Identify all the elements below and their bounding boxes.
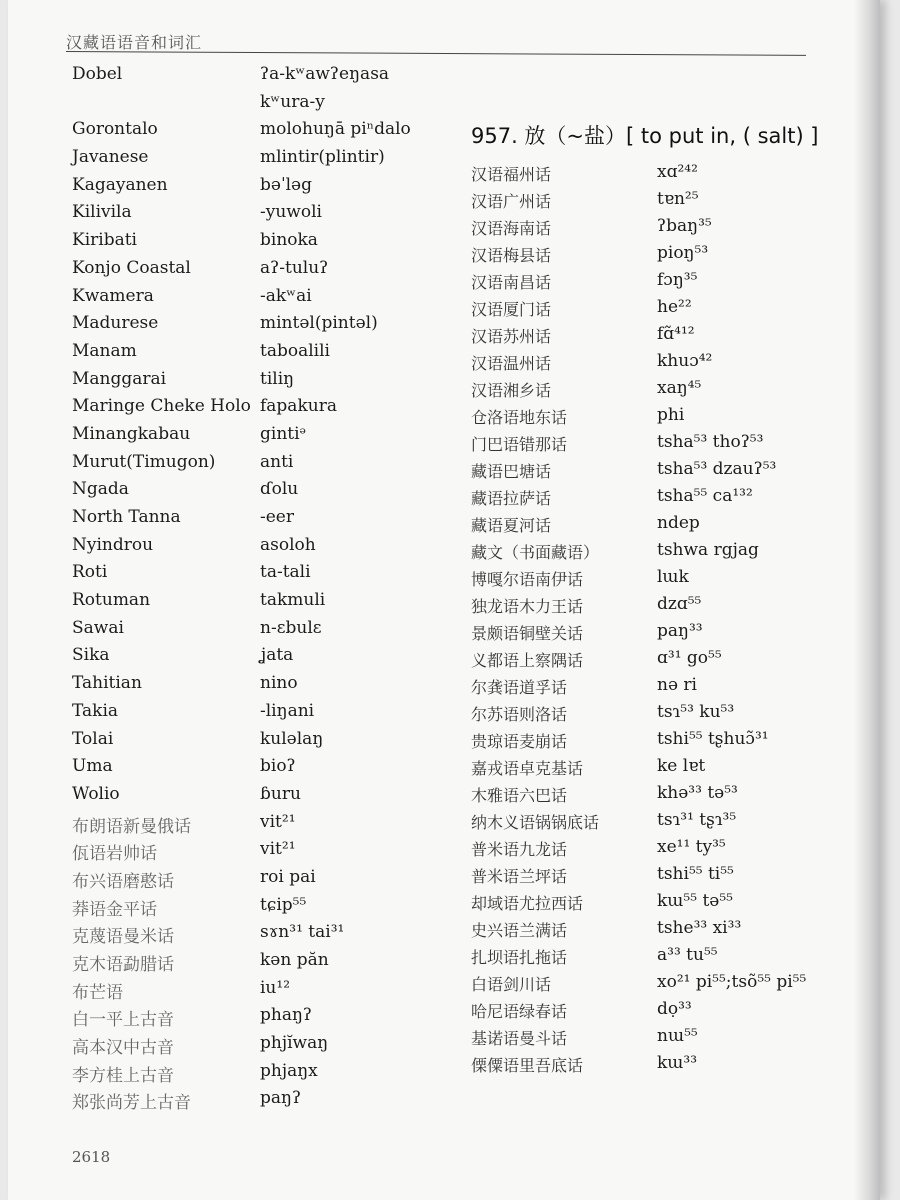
language-name: 藏语拉萨话 <box>471 489 552 508</box>
entry-row <box>72 313 432 341</box>
language-name: Takia <box>72 700 119 721</box>
entry-row <box>72 341 432 369</box>
language-name: Gorontalo <box>72 119 158 140</box>
entry-row <box>471 837 851 864</box>
language-name: Tahitian <box>72 673 142 694</box>
entry-row <box>471 297 851 324</box>
entry-row <box>471 459 851 486</box>
entry-row <box>471 972 851 999</box>
language-name: Dobel <box>72 64 123 84</box>
entry-row <box>471 378 851 405</box>
language-name: Kagayanen <box>72 174 168 195</box>
word-form: kɯ³³ <box>657 1053 698 1073</box>
language-name: Minangkabau <box>72 423 191 444</box>
entry-row <box>471 189 851 216</box>
word-form: ʝata <box>260 645 294 666</box>
language-name: 李方桂上古音 <box>72 1065 174 1086</box>
entry-row <box>471 702 851 729</box>
entry-row <box>72 562 432 590</box>
word-form: xe¹¹ ty³⁵ <box>657 837 726 857</box>
language-name: Manam <box>72 340 137 361</box>
word-form: iu¹² <box>260 977 291 998</box>
word-form: he²² <box>657 297 692 317</box>
language-name: 克蔑语曼米话 <box>72 927 174 948</box>
language-name: 汉语福州话 <box>471 165 552 184</box>
language-name: 郑张尚芳上古音 <box>72 1093 191 1114</box>
language-name: 汉语温州话 <box>471 354 552 373</box>
entry-row <box>72 645 432 673</box>
entry-row <box>471 783 851 810</box>
entry-row <box>72 230 432 258</box>
language-name: 尔苏语则洛话 <box>471 705 568 724</box>
entry-row <box>471 675 851 702</box>
entry-row <box>72 1088 432 1116</box>
language-name: 藏语巴塘话 <box>471 462 552 481</box>
word-form: a³³ tu⁵⁵ <box>657 945 718 965</box>
word-form: ke lɐt <box>657 756 706 776</box>
language-name: Nyindrou <box>72 534 154 555</box>
entry-row <box>72 756 432 784</box>
entry-row <box>471 513 851 540</box>
word-form: tsha⁵³ thoʔ⁵³ <box>657 432 764 452</box>
entry-row <box>72 867 432 895</box>
entry-row <box>471 540 851 567</box>
entry-row <box>471 324 851 351</box>
word-form: gintiᵊ <box>260 423 307 444</box>
word-form: nino <box>260 673 298 694</box>
language-name: 克木语勐腊话 <box>72 955 174 975</box>
language-name: 傈僳语里吾底话 <box>471 1056 584 1075</box>
language-name: 白一平上古音 <box>72 1010 174 1031</box>
word-form: tiliŋ <box>260 368 295 389</box>
language-name: 白语剑川话 <box>471 975 552 994</box>
word-form: nɯ⁵⁵ <box>657 1026 698 1046</box>
word-form: fɑ̃⁴¹² <box>657 324 695 344</box>
word-form: phjaŋx <box>260 1060 318 1081</box>
language-name: 门巴语错那话 <box>471 435 568 454</box>
language-name: Rotuman <box>72 590 151 611</box>
word-form: -yuwoli <box>260 202 322 223</box>
word-form: tsɿ⁵³ ku⁵³ <box>657 702 735 722</box>
entry-row <box>471 432 851 459</box>
language-name: Konjo Coastal <box>72 257 191 278</box>
word-form: asoloh <box>260 534 316 555</box>
language-name: 汉语厦门话 <box>471 300 552 319</box>
word-form: ʔbaŋ³⁵ <box>657 216 712 236</box>
language-name: 木雅语六巴话 <box>471 786 568 805</box>
entry-row <box>471 594 851 621</box>
word-form: tshe³³ xi³³ <box>657 918 742 938</box>
language-name: 基诺语曼斗话 <box>471 1029 568 1048</box>
entry-row <box>72 922 432 950</box>
language-name: 布芒语 <box>72 982 123 1003</box>
entry-row <box>471 351 851 378</box>
word-form: khə³³ tə⁵³ <box>657 783 738 803</box>
language-name: 哈尼语绿春话 <box>471 1002 568 1021</box>
language-name: 仓洛语地东话 <box>471 408 568 427</box>
word-form: mlintir(plintir) <box>260 147 385 168</box>
entry-row <box>72 839 432 867</box>
entry-row <box>72 507 432 535</box>
language-name: 扎坝语扎拖话 <box>471 948 568 967</box>
language-name: Wolio <box>72 783 120 804</box>
word-form: -eer <box>260 507 294 527</box>
entry-row <box>72 119 432 147</box>
word-form: kʷura-y <box>260 91 325 112</box>
language-name: 普米语兰坪话 <box>471 867 568 886</box>
language-name: 汉语梅县话 <box>471 246 552 265</box>
language-name: 藏语夏河话 <box>471 516 552 535</box>
language-name: 佤语岩帅话 <box>72 844 157 865</box>
entry-row <box>72 424 432 452</box>
page-number: 2618 <box>72 1148 111 1166</box>
word-form: n-ɛbulɛ <box>260 617 322 638</box>
word-form: nə ri <box>657 675 697 695</box>
language-name: Tolai <box>72 728 114 749</box>
word-form: kuləlaŋ <box>260 728 324 749</box>
language-name: 布朗语新曼俄话 <box>72 816 191 837</box>
word-form: ndep <box>657 513 700 533</box>
language-name: Sika <box>72 645 110 666</box>
entry-row <box>471 810 851 837</box>
word-form: tsɿ³¹ tʂɿ³⁵ <box>657 810 737 830</box>
entry-row <box>471 1026 851 1053</box>
word-form: phaŋʔ <box>260 1005 313 1026</box>
entry-row <box>72 590 432 618</box>
language-name: 义都语上察隅话 <box>471 651 584 670</box>
language-name: 高本汉中古音 <box>72 1038 174 1059</box>
entry-row <box>471 918 851 945</box>
word-form: ɓuru <box>260 783 301 804</box>
language-name: Uma <box>72 756 113 777</box>
language-name: Javanese <box>72 147 149 168</box>
book-page <box>8 0 880 1200</box>
language-name: 莽语金平话 <box>72 899 157 920</box>
word-form: tshi⁵⁵ tʂhuɔ̃³¹ <box>657 729 769 749</box>
entry-row <box>471 486 851 513</box>
language-name: 藏文（书面藏语） <box>471 543 600 562</box>
entry-row <box>72 812 432 840</box>
language-name: Madurese <box>72 313 159 334</box>
word-form: tsha⁵³ dzauʔ⁵³ <box>657 459 777 479</box>
word-form: tsha⁵⁵ ca¹³² <box>657 486 753 506</box>
entry-row <box>72 92 432 120</box>
entry-row <box>72 64 432 92</box>
entry-row <box>471 756 851 783</box>
entry-row <box>72 258 432 286</box>
language-name: 普米语九龙话 <box>471 840 568 859</box>
language-name: 汉语广州话 <box>471 192 552 211</box>
language-name: 博嘎尔语南伊话 <box>471 570 584 589</box>
word-form: xaŋ⁴⁵ <box>657 378 702 398</box>
language-name: Manggarai <box>72 368 167 389</box>
entry-row <box>471 945 851 972</box>
language-name: 独龙语木力王话 <box>471 597 584 616</box>
word-form: molohuŋā piⁿdalo <box>260 119 411 140</box>
word-form: tshwa rgjag <box>657 540 759 560</box>
word-form: tɐn²⁵ <box>657 189 699 209</box>
language-name: 尔龚语道孚话 <box>471 678 568 697</box>
entry-row <box>471 162 851 189</box>
word-form: tɕip⁵⁵ <box>260 894 307 915</box>
word-form: ɗolu <box>260 479 299 500</box>
entry-row <box>72 978 432 1006</box>
word-form: khuɔ⁴² <box>657 351 713 371</box>
entry-row <box>471 270 851 297</box>
word-form: pioŋ⁵³ <box>657 243 709 263</box>
language-name: Maringe Cheke Holo <box>72 396 251 417</box>
entry-row <box>72 1005 432 1033</box>
word-form: vit²¹ <box>260 811 296 832</box>
entry-row <box>471 405 851 432</box>
word-form: phi <box>657 405 685 425</box>
language-name: 贵琼语麦崩话 <box>471 732 568 751</box>
language-name: Kilivila <box>72 202 132 223</box>
word-form: -liŋani <box>260 700 315 721</box>
language-name: 却域语尤拉西话 <box>471 894 584 913</box>
entry-row <box>72 618 432 646</box>
page-gutter <box>854 0 880 1200</box>
word-form: lɯk <box>657 567 689 587</box>
language-name: 景颇语铜壁关话 <box>471 624 584 643</box>
entry-row <box>72 673 432 701</box>
entry-row <box>72 396 432 424</box>
language-name: 汉语湘乡话 <box>471 381 552 400</box>
language-name: North Tanna <box>72 507 181 527</box>
word-form: binoka <box>260 230 318 251</box>
word-form: ɑ³¹ go⁵⁵ <box>657 648 722 668</box>
entry-row <box>72 950 432 978</box>
language-name: Murut(Timugon) <box>72 451 216 472</box>
word-form: dọ³³ <box>657 999 692 1019</box>
running-header: 汉藏语语音和词汇 <box>66 33 203 52</box>
language-name: 布兴语磨憨话 <box>72 871 174 892</box>
entry-row <box>72 701 432 729</box>
word-form: fapakura <box>260 396 337 417</box>
word-form: paŋʔ <box>260 1088 302 1109</box>
word-form: dzɑ⁵⁵ <box>657 594 702 614</box>
language-name: 汉语海南话 <box>471 219 552 238</box>
word-form: tshi⁵⁵ ti⁵⁵ <box>657 864 734 884</box>
language-name: Kiribati <box>72 230 137 251</box>
entry-row <box>72 147 432 175</box>
entry-row <box>471 864 851 891</box>
entry-row <box>72 369 432 397</box>
language-name: Sawai <box>72 617 124 638</box>
word-form: kən păn <box>260 950 329 970</box>
word-form: xo²¹ pi⁵⁵;tsõ⁵⁵ pi⁵⁵ <box>657 972 807 992</box>
entry-row <box>72 175 432 203</box>
word-form: kɯ⁵⁵ tə⁵⁵ <box>657 891 733 911</box>
language-name: Roti <box>72 562 108 583</box>
entry-row <box>72 1033 432 1061</box>
header-rule <box>66 51 806 56</box>
entry-row <box>471 648 851 675</box>
word-form: bioʔ <box>260 756 296 777</box>
entry-row <box>471 891 851 918</box>
entry-row <box>72 452 432 480</box>
right-column <box>471 162 851 1080</box>
entry-row <box>72 784 432 812</box>
word-form: vit²¹ <box>260 839 296 860</box>
word-form: ta-tali <box>260 562 311 583</box>
entry-row <box>471 999 851 1026</box>
entry-row <box>72 895 432 923</box>
entry-row <box>471 216 851 243</box>
word-form: anti <box>260 451 294 472</box>
language-name: 汉语南昌话 <box>471 273 552 292</box>
language-name: 汉语苏州话 <box>471 327 552 346</box>
entry-row <box>72 729 432 757</box>
word-form: paŋ³³ <box>657 621 703 641</box>
word-form: -akʷai <box>260 285 312 306</box>
word-form: aʔ-tuluʔ <box>260 257 329 278</box>
word-form: sɤn³¹ tai³¹ <box>260 922 345 943</box>
entry-row <box>72 535 432 563</box>
entry-row <box>471 1053 851 1080</box>
entry-row <box>72 1061 432 1089</box>
entry-row <box>72 202 432 230</box>
word-form: mintəl(pintəl) <box>260 313 378 334</box>
entry-row <box>471 243 851 270</box>
language-name: Ngada <box>72 479 129 500</box>
entry-row <box>471 729 851 756</box>
language-name: 史兴语兰满话 <box>471 921 568 940</box>
left-column <box>72 64 432 1116</box>
entry-row <box>72 286 432 314</box>
word-form: ʔa-kʷawʔeŋasa <box>260 64 390 84</box>
entry-row <box>471 621 851 648</box>
language-name: 嘉戎语卓克基话 <box>471 759 584 778</box>
language-name: Kwamera <box>72 285 154 306</box>
entry-row <box>471 567 851 594</box>
word-form: roi pai <box>260 866 316 887</box>
word-form: taboalili <box>260 340 330 361</box>
entry-row <box>72 479 432 507</box>
word-form: takmuli <box>260 590 326 611</box>
word-form: bəˈləg <box>260 174 312 195</box>
language-name: 纳木义语锅锅底话 <box>471 813 600 832</box>
word-form: phjĭwaŋ <box>260 1033 329 1054</box>
entry-heading: 957. 放（~盐）[ to put in, ( salt) ] <box>471 124 819 148</box>
word-form: xɑ²⁴² <box>657 162 698 182</box>
word-form: fɔŋ³⁵ <box>657 270 698 290</box>
